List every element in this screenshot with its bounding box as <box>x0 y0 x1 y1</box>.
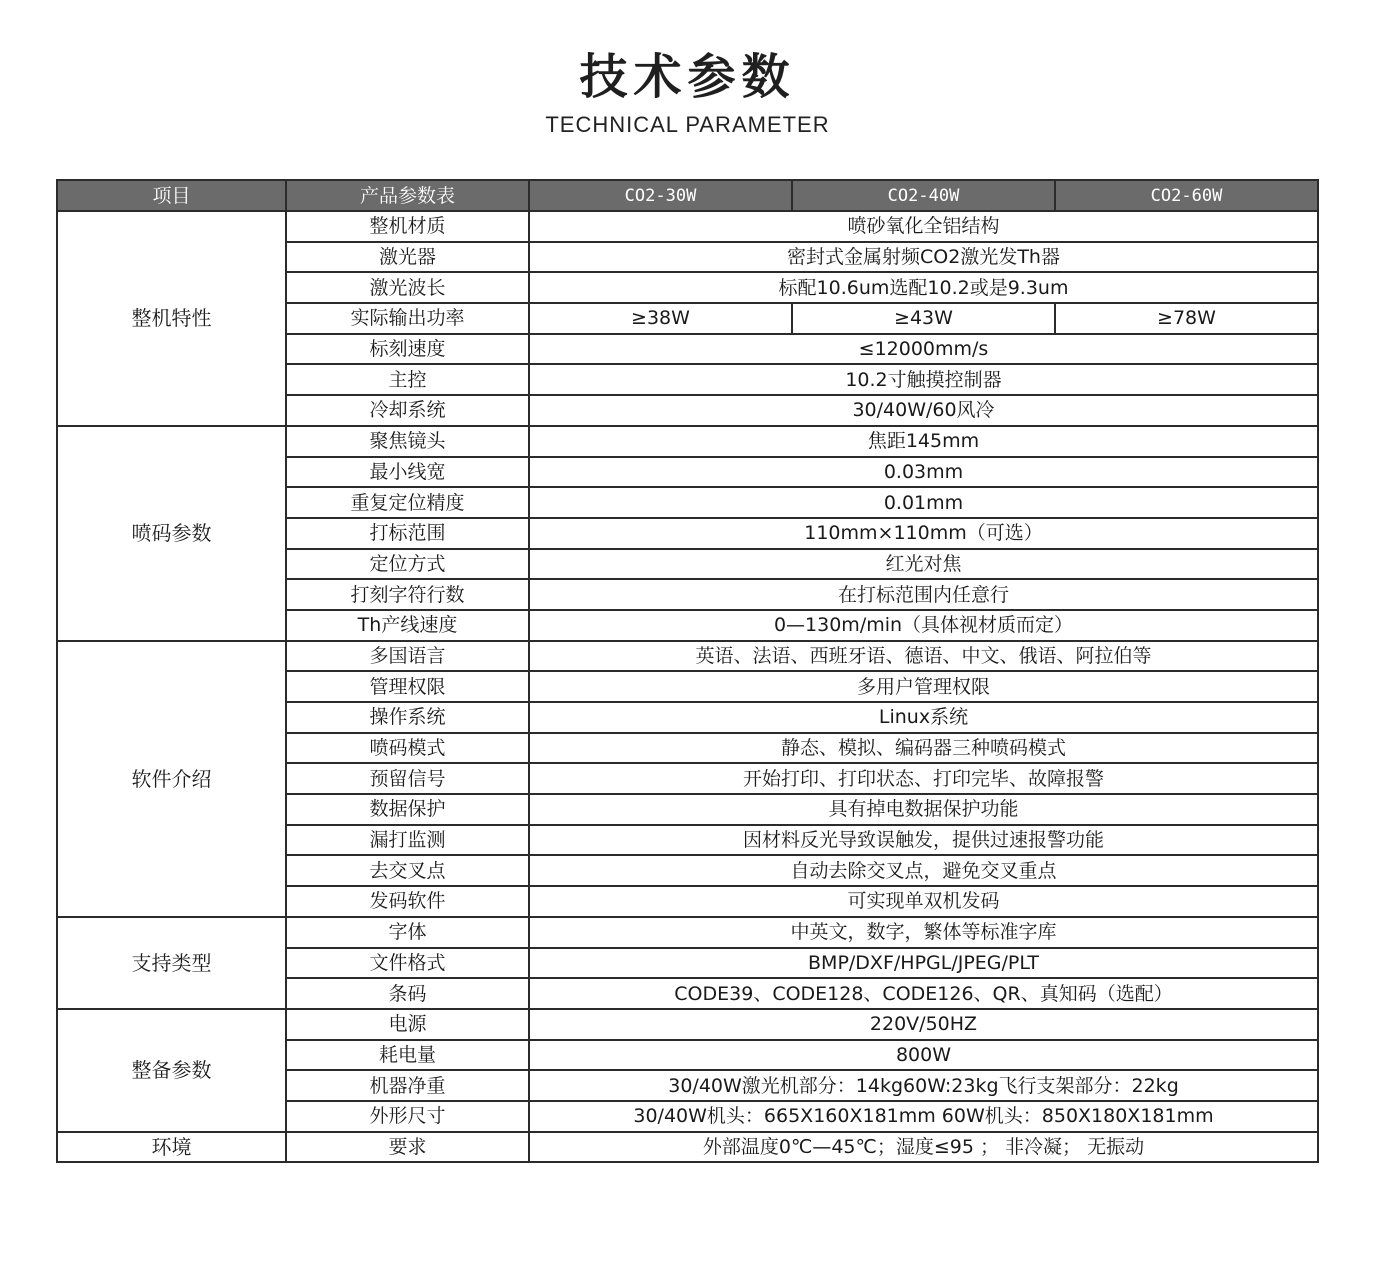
param-cell: 电源 <box>286 1009 529 1040</box>
param-cell: 去交叉点 <box>286 855 529 886</box>
value-cell: 英语、法语、西班牙语、德语、中文、俄语、阿拉伯等 <box>529 641 1318 672</box>
param-cell: 条码 <box>286 978 529 1009</box>
value-cell-60w: ≥78W <box>1055 303 1318 334</box>
param-cell: 喷码模式 <box>286 733 529 764</box>
param-cell: 主控 <box>286 364 529 395</box>
value-cell: 10.2寸触摸控制器 <box>529 364 1318 395</box>
value-cell: 多用户管理权限 <box>529 671 1318 702</box>
param-cell: 操作系统 <box>286 702 529 733</box>
table-row <box>57 641 1318 672</box>
value-cell: 800W <box>529 1040 1318 1071</box>
value-cell: Linux系统 <box>529 702 1318 733</box>
table-row <box>57 917 1318 948</box>
param-cell: 要求 <box>286 1132 529 1163</box>
table-row <box>57 1132 1318 1163</box>
param-cell: 数据保护 <box>286 794 529 825</box>
value-cell: 30/40W机头：665X160X181mm 60W机头：850X180X181mm <box>529 1101 1318 1132</box>
value-cell: 220V/50HZ <box>529 1009 1318 1040</box>
value-cell: 110mm×110mm（可选） <box>529 518 1318 549</box>
value-cell: CODE39、CODE128、CODE126、QR、真知码（选配） <box>529 978 1318 1009</box>
param-cell: 机器净重 <box>286 1070 529 1101</box>
param-cell: Th产线速度 <box>286 610 529 641</box>
header-item: 项目 <box>57 180 286 211</box>
param-cell: 整机材质 <box>286 211 529 242</box>
value-cell: 密封式金属射频CO2激光发Th器 <box>529 242 1318 273</box>
header-params: 产品参数表 <box>286 180 529 211</box>
param-cell: 外形尺寸 <box>286 1101 529 1132</box>
param-cell: 打标范围 <box>286 518 529 549</box>
group-cell: 整机特性 <box>57 211 286 426</box>
value-cell: 在打标范围内任意行 <box>529 579 1318 610</box>
param-cell: 实际输出功率 <box>286 303 529 334</box>
value-cell-30w: ≥38W <box>529 303 792 334</box>
value-cell: 静态、模拟、编码器三种喷码模式 <box>529 733 1318 764</box>
table-row <box>57 1009 1318 1040</box>
param-cell: 多国语言 <box>286 641 529 672</box>
value-cell: 开始打印、打印状态、打印完毕、故障报警 <box>529 763 1318 794</box>
value-cell: 焦距145mm <box>529 426 1318 457</box>
param-cell: 激光波长 <box>286 272 529 303</box>
value-cell: ≤12000mm/s <box>529 334 1318 365</box>
param-cell: 打刻字符行数 <box>286 579 529 610</box>
value-cell: 0.03mm <box>529 457 1318 488</box>
value-cell: 可实现单双机发码 <box>529 886 1318 917</box>
param-cell: 标刻速度 <box>286 334 529 365</box>
value-cell: 30/40W激光机部分：14kg60W:23kg飞行支架部分：22kg <box>529 1070 1318 1101</box>
param-cell: 文件格式 <box>286 948 529 979</box>
group-cell: 环境 <box>57 1132 286 1163</box>
value-cell: 0—130m/min（具体视材质而定） <box>529 610 1318 641</box>
header-model-30w: CO2-30W <box>529 180 792 211</box>
group-cell: 支持类型 <box>57 917 286 1009</box>
table-row <box>57 426 1318 457</box>
value-cell: 喷砂氧化全铝结构 <box>529 211 1318 242</box>
table-row <box>57 211 1318 242</box>
group-cell: 喷码参数 <box>57 426 286 641</box>
param-cell: 发码软件 <box>286 886 529 917</box>
header-model-60w: CO2-60W <box>1055 180 1318 211</box>
param-cell: 漏打监测 <box>286 825 529 856</box>
spec-table <box>56 179 1319 1163</box>
param-cell: 最小线宽 <box>286 457 529 488</box>
param-cell: 激光器 <box>286 242 529 273</box>
param-cell: 定位方式 <box>286 549 529 580</box>
param-cell: 聚焦镜头 <box>286 426 529 457</box>
value-cell: 具有掉电数据保护功能 <box>529 794 1318 825</box>
value-cell: 中英文，数字，繁体等标准字库 <box>529 917 1318 948</box>
page-title: 技术参数 <box>579 49 796 105</box>
param-cell: 预留信号 <box>286 763 529 794</box>
value-cell: 0.01mm <box>529 487 1318 518</box>
value-cell: 因材料反光导致误触发，提供过速报警功能 <box>529 825 1318 856</box>
table-header-row <box>57 180 1318 211</box>
group-cell: 软件介绍 <box>57 641 286 917</box>
page-subtitle: TECHNICAL PARAMETER <box>545 112 830 137</box>
param-cell: 冷却系统 <box>286 395 529 426</box>
value-cell: 外部温度0℃—45℃；湿度≤95 ； 非冷凝； 无振动 <box>529 1132 1318 1163</box>
param-cell: 字体 <box>286 917 529 948</box>
param-cell: 重复定位精度 <box>286 487 529 518</box>
value-cell: 红光对焦 <box>529 549 1318 580</box>
value-cell-40w: ≥43W <box>792 303 1055 334</box>
value-cell: 标配10.6um选配10.2或是9.3um <box>529 272 1318 303</box>
group-cell: 整备参数 <box>57 1009 286 1132</box>
value-cell: BMP/DXF/HPGL/JPEG/PLT <box>529 948 1318 979</box>
param-cell: 管理权限 <box>286 671 529 702</box>
value-cell: 自动去除交叉点，避免交叉重点 <box>529 855 1318 886</box>
param-cell: 耗电量 <box>286 1040 529 1071</box>
value-cell: 30/40W/60风冷 <box>529 395 1318 426</box>
header-model-40w: CO2-40W <box>792 180 1055 211</box>
